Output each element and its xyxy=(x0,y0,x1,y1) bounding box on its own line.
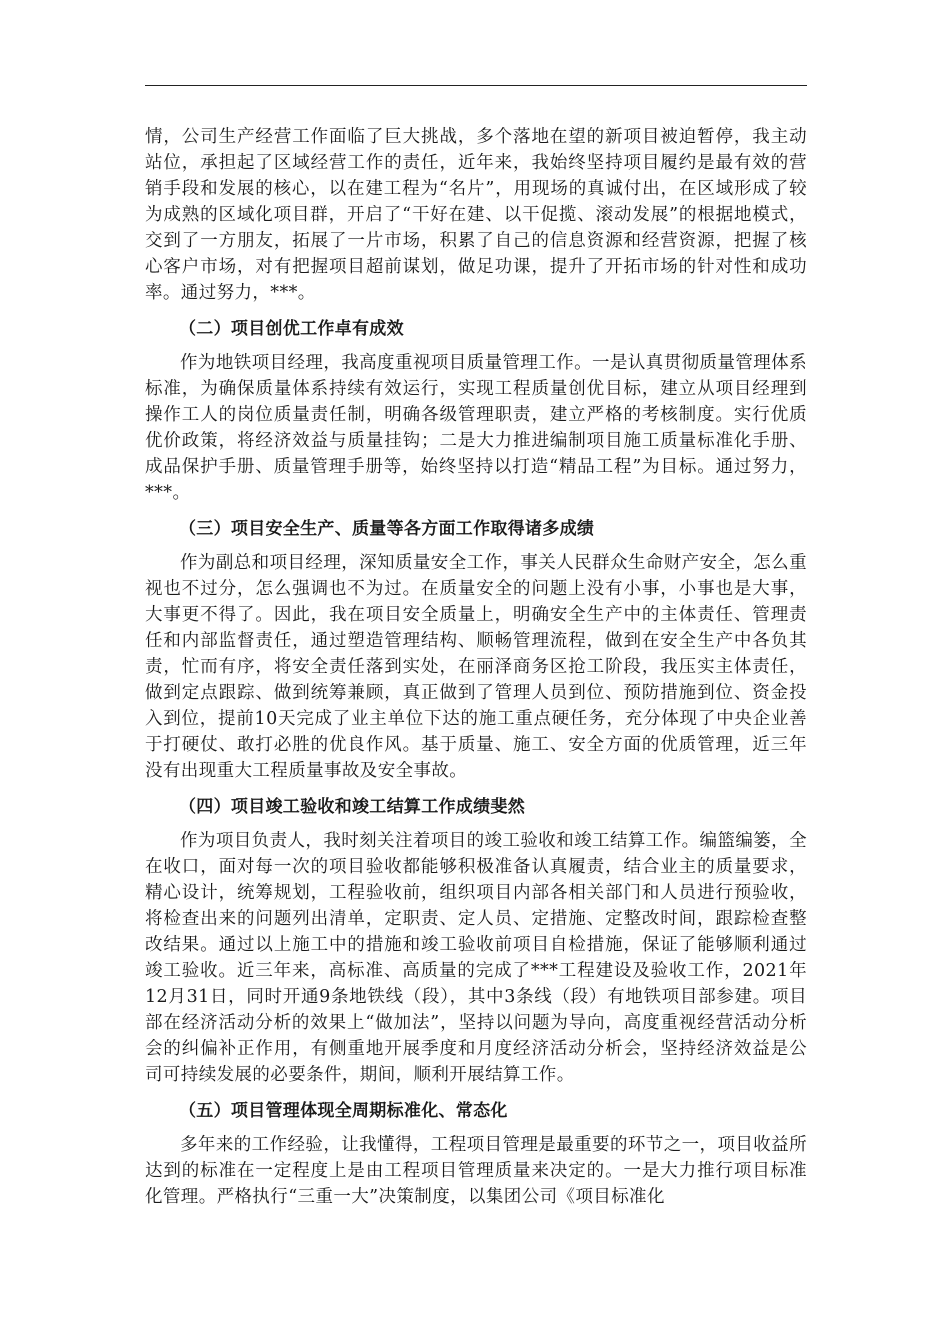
body-paragraph: 作为副总和项目经理，深知质量安全工作，事关人民群众生命财产安全，怎么重视也不过分，怎么强调也不为过。在质量安全的问题上没有小事，小事也是大事，大事更不得了。因此，我在项目安全质量上，明确安全生产中的主体责任、管理责任和内部监督责任，通过塑造管理结构、顺畅管理流程，做到在安全生产中各负其责，忙而有序，将安全责任落到实处，在丽泽商务区抢工阶段，我压实主体责任，做到定点跟踪、做到统筹兼顾，真正做到了管理人员到位、预防措施到位、资金投入到位，提前10天完成了业主单位下达的施工重点硬任务，充分体现了中央企业善于打硬仗、敢打必胜的优良作风。基于质量、施工、安全方面的优质管理，近三年没有出现重大工程质量事故及安全事故。 xyxy=(145,553,807,781)
document-body xyxy=(145,124,807,1210)
body-paragraph: 情，公司生产经营工作面临了巨大挑战，多个落地在望的新项目被迫暂停，我主动站位，承担起了区域经营工作的责任，近年来，我始终坚持项目履约是最有效的营销手段和发展的核心，以在建工程为“名片”，用现场的真诚付出，在区域形成了较为成熟的区域化项目群，开启了“干好在建、以干促揽、滚动发展”的根据地模式，交到了一方朋友，拓展了一片市场，积累了自己的信息资源和经营资源，把握了核心客户市场，对有把握项目超前谋划，做足功课，提升了开拓市场的针对性和成功率。通过努力，***。 xyxy=(145,127,807,303)
body-paragraph: 作为地铁项目经理，我高度重视项目质量管理工作。一是认真贯彻质量管理体系标准，为确保质量体系持续有效运行，实现工程质量创优目标，建立从项目经理到操作工人的岗位质量责任制，明确各级管理职责，建立严格的考核制度。实行优质优价政策，将经济效益与质量挂钩；二是大力推进编制项目施工质量标准化手册、成品保护手册、质量管理手册等，始终坚持以打造“精品工程”为目标。通过努力，***。 xyxy=(145,353,807,503)
section-heading: （三）项目安全生产、质量等各方面工作取得诸多成绩 xyxy=(179,519,595,539)
header-rule xyxy=(145,85,807,86)
section-heading: （五）项目管理体现全周期标准化、常态化 xyxy=(179,1101,508,1121)
section-heading: （二）项目创优工作卓有成效 xyxy=(179,319,404,339)
body-paragraph: 多年来的工作经验，让我懂得，工程项目管理是最重要的环节之一，项目收益所达到的标准在一定程度上是由工程项目管理质量来决定的。一是大力推行项目标准化管理。严格执行“三重一大”决策制度，以集团公司《项目标准化 xyxy=(145,1135,807,1207)
section-heading: （四）项目竣工验收和竣工结算工作成绩斐然 xyxy=(179,797,525,817)
body-paragraph: 作为项目负责人，我时刻关注着项目的竣工验收和竣工结算工作。编篮编篓，全在收口，面对每一次的项目验收都能够积极准备认真履责，结合业主的质量要求，精心设计，统筹规划，工程验收前，组织项目内部各相关部门和人员进行预验收，将检查出来的问题列出清单，定职责、定人员、定措施、定整改时间，跟踪检查整改结果。通过以上施工中的措施和竣工验收前项目自检措施，保证了能够顺利通过竣工验收。近三年来，高标准、高质量的完成了***工程建设及验收工作，2021年12月31日，同时开通9条地铁线（段），其中3条线（段）有地铁项目部参建。项目部在经济活动分析的效果上“做加法”，坚持以问题为导向，高度重视经营活动分析会的纠偏补正作用，有侧重地开展季度和月度经济活动分析会，坚持经济效益是公司可持续发展的必要条件，期间，顺利开展结算工作。 xyxy=(145,831,807,1085)
